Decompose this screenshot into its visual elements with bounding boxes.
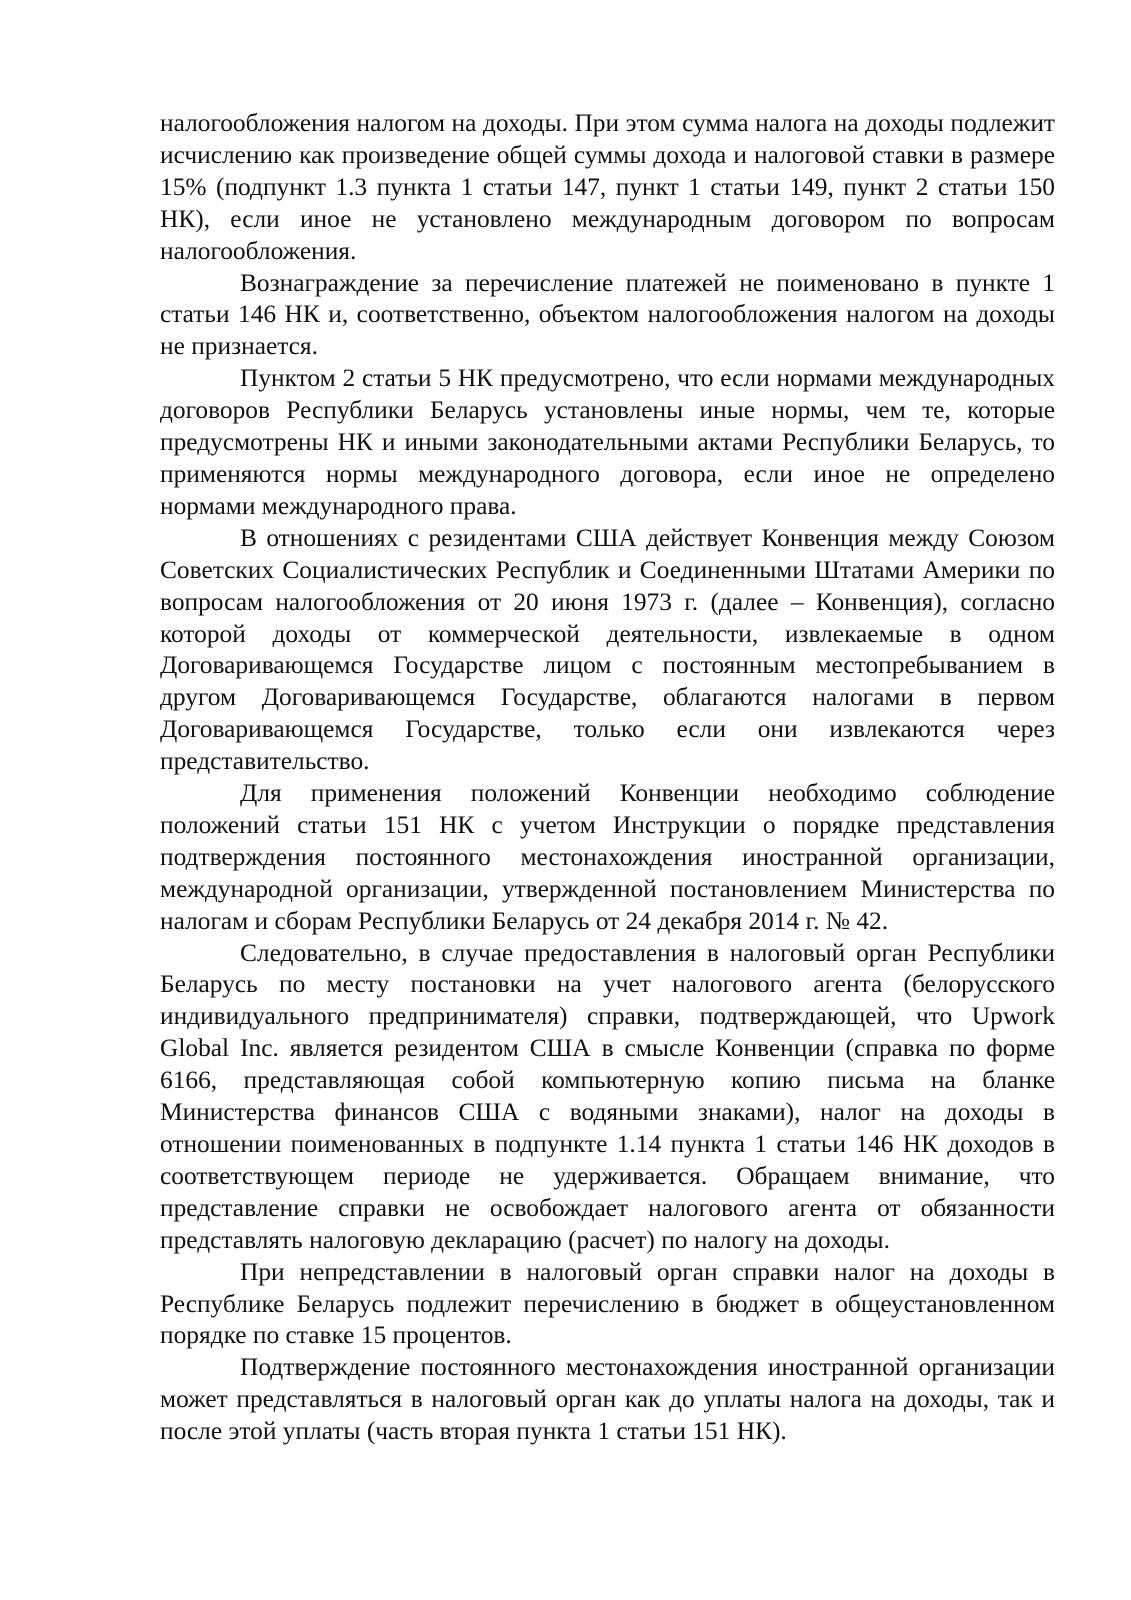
document-page (160, 108, 1055, 1448)
paragraph-6: Следовательно, в случае предоставления в налоговый орган Республики Беларусь по месту постановки на учет налогового агента (белорусского индивидуального предпринимателя) справки, подтверждающей, что Upwork Global Inc. является резидентом США в смысле Конвенции (справка по форме 6166, представляющая собой компьютерную копию письма на бланке Министерства финансов США с водяными знаками), налог на доходы в отношении поименованных в подпункте 1.14 пункта 1 статьи 146 НК доходов в соответствующем периоде не удерживается. Обращаем внимание, что представление справки не освобождает налогового агента от обязанности представлять налоговую декларацию (расчет) по налогу на доходы. (160, 938, 1055, 1254)
paragraph-8: Подтверждение постоянного местонахождения иностранной организации может представляться в налоговый орган как до уплаты налога на доходы, так и после этой уплаты (часть вторая пункта 1 статьи 151 НК). (160, 1353, 1055, 1446)
paragraph-7: При непредставлении в налоговый орган справки налог на доходы в Республике Беларусь подлежит перечислению в бюджет в общеустановленном порядке по ставке 15 процентов. (160, 1257, 1055, 1350)
paragraph-2: Вознаграждение за перечисление платежей не поименовано в пункте 1 статьи 146 НК и, соответственно, объектом налогообложения налогом на доходы не признается. (160, 268, 1055, 361)
paragraph-4: В отношениях с резидентами США действует Конвенция между Союзом Советских Социалистических Республик и Соединенными Штатами Америки по вопросам налогообложения от 20 июня 1973 г. (далее – Конвенция), согласно которой доходы от коммерческой деятельности, извлекаемые в одном Договаривающемся Государстве лицом с постоянным местопребыванием в другом Договаривающемся Государстве, облагаются налогами в первом Договаривающемся Государстве, только если они извлекаются через представительство. (160, 523, 1055, 776)
paragraph-5: Для применения положений Конвенции необходимо соблюдение положений статьи 151 НК с учетом Инструкции о порядке представления подтверждения постоянного местонахождения иностранной организации, международной организации, утвержденной постановлением Министерства по налогам и сборам Республики Беларусь от 24 декабря 2014 г. № 42. (160, 779, 1055, 935)
paragraph-1: налогообложения налогом на доходы. При этом сумма налога на доходы подлежит исчислению как произведение общей суммы дохода и налоговой ставки в размере 15% (подпункт 1.3 пункта 1 статьи 147, пункт 1 статьи 149, пункт 2 статьи 150 НК), если иное не установлено международным договором по вопросам налогообложения. (160, 109, 1055, 265)
paragraph-3: Пунктом 2 статьи 5 НК предусмотрено, что если нормами международных договоров Республики Беларусь установлены иные нормы, чем те, которые предусмотрены НК и иными законодательными актами Республики Беларусь, то применяются нормы международного договора, если иное не определено нормами международного права. (160, 364, 1055, 520)
